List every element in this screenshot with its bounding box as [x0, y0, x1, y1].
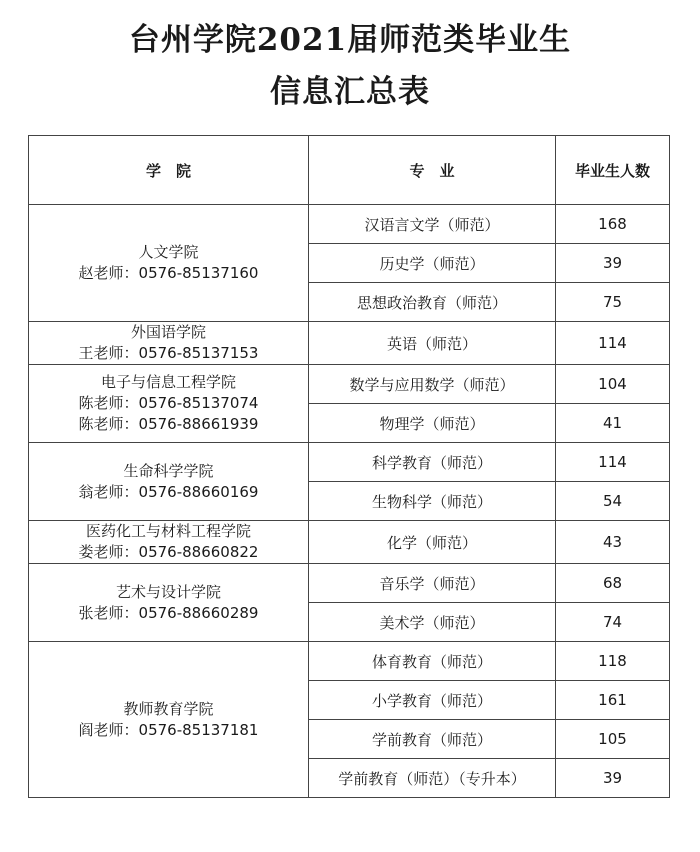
major-cell: 历史学（师范）	[309, 244, 556, 283]
page-title: 台州学院2021届师范类毕业生	[128, 22, 572, 58]
college-contact: 陈老师：0576-85137074	[78, 394, 259, 412]
graduate-count-cell: 54	[556, 482, 670, 521]
college-cell	[29, 564, 309, 642]
college-name: 电子与信息工程学院	[100, 373, 236, 391]
major-cell: 科学教育（师范）	[309, 443, 556, 482]
major-cell: 物理学（师范）	[309, 404, 556, 443]
header-major: 专 业	[309, 136, 556, 205]
college-name: 艺术与设计学院	[115, 582, 221, 601]
table-body	[29, 205, 670, 798]
page-subtitle: 信息汇总表	[270, 74, 430, 110]
table-row	[29, 322, 670, 365]
college-contact: 陈老师：0576-88661939	[78, 415, 259, 433]
college-cell	[29, 205, 309, 322]
header-count: 毕业生人数	[556, 136, 670, 205]
college-name: 医药化工与材料工程学院	[85, 522, 251, 540]
graduate-count-cell: 104	[556, 365, 670, 404]
graduate-count-cell: 39	[556, 759, 670, 798]
major-cell: 学前教育（师范）	[309, 720, 556, 759]
graduate-count-cell: 105	[556, 720, 670, 759]
header-row	[29, 136, 670, 205]
graduate-count-cell: 41	[556, 404, 670, 443]
table-row	[29, 564, 670, 603]
college-contact: 娄老师：0576-88660822	[78, 543, 259, 561]
college-cell	[29, 642, 309, 798]
college-contact: 张老师：0576-88660289	[78, 603, 259, 622]
college-name: 外国语学院	[130, 323, 206, 341]
college-contact: 王老师：0576-85137153	[78, 344, 259, 362]
major-cell: 化学（师范）	[309, 521, 556, 564]
table-row	[29, 205, 670, 244]
college-cell	[29, 365, 309, 443]
graduate-count-cell: 118	[556, 642, 670, 681]
major-cell: 汉语言文学（师范）	[309, 205, 556, 244]
graduate-count-cell: 43	[556, 521, 670, 564]
graduate-count-cell: 168	[556, 205, 670, 244]
graduate-count-cell: 114	[556, 443, 670, 482]
header-college: 学 院	[29, 136, 309, 205]
graduate-count-cell: 39	[556, 244, 670, 283]
major-cell: 生物科学（师范）	[309, 482, 556, 521]
college-cell	[29, 521, 309, 564]
major-cell: 思想政治教育（师范）	[309, 283, 556, 322]
graduate-count-cell: 68	[556, 564, 670, 603]
graduate-count-cell: 161	[556, 681, 670, 720]
table-row	[29, 365, 670, 404]
major-cell: 体育教育（师范）	[309, 642, 556, 681]
graduate-count-cell: 114	[556, 322, 670, 365]
graduate-summary-table	[28, 135, 670, 798]
college-contact: 赵老师：0576-85137160	[78, 264, 259, 282]
college-cell	[29, 443, 309, 521]
college-contact: 阎老师：0576-85137181	[78, 720, 259, 739]
major-cell: 小学教育（师范）	[309, 681, 556, 720]
major-cell: 数学与应用数学（师范）	[309, 365, 556, 404]
table-row	[29, 642, 670, 681]
college-cell	[29, 322, 309, 365]
graduate-count-cell: 75	[556, 283, 670, 322]
graduate-count-cell: 74	[556, 603, 670, 642]
college-name: 人文学院	[138, 243, 199, 261]
table-row	[29, 443, 670, 482]
major-cell: 音乐学（师范）	[309, 564, 556, 603]
college-contact: 翁老师：0576-88660169	[78, 482, 259, 501]
table-row	[29, 521, 670, 564]
major-cell: 学前教育（师范）（专升本）	[309, 759, 556, 798]
major-cell: 英语（师范）	[309, 322, 556, 365]
major-cell: 美术学（师范）	[309, 603, 556, 642]
college-name: 生命科学学院	[123, 461, 214, 480]
college-name: 教师教育学院	[123, 699, 214, 718]
